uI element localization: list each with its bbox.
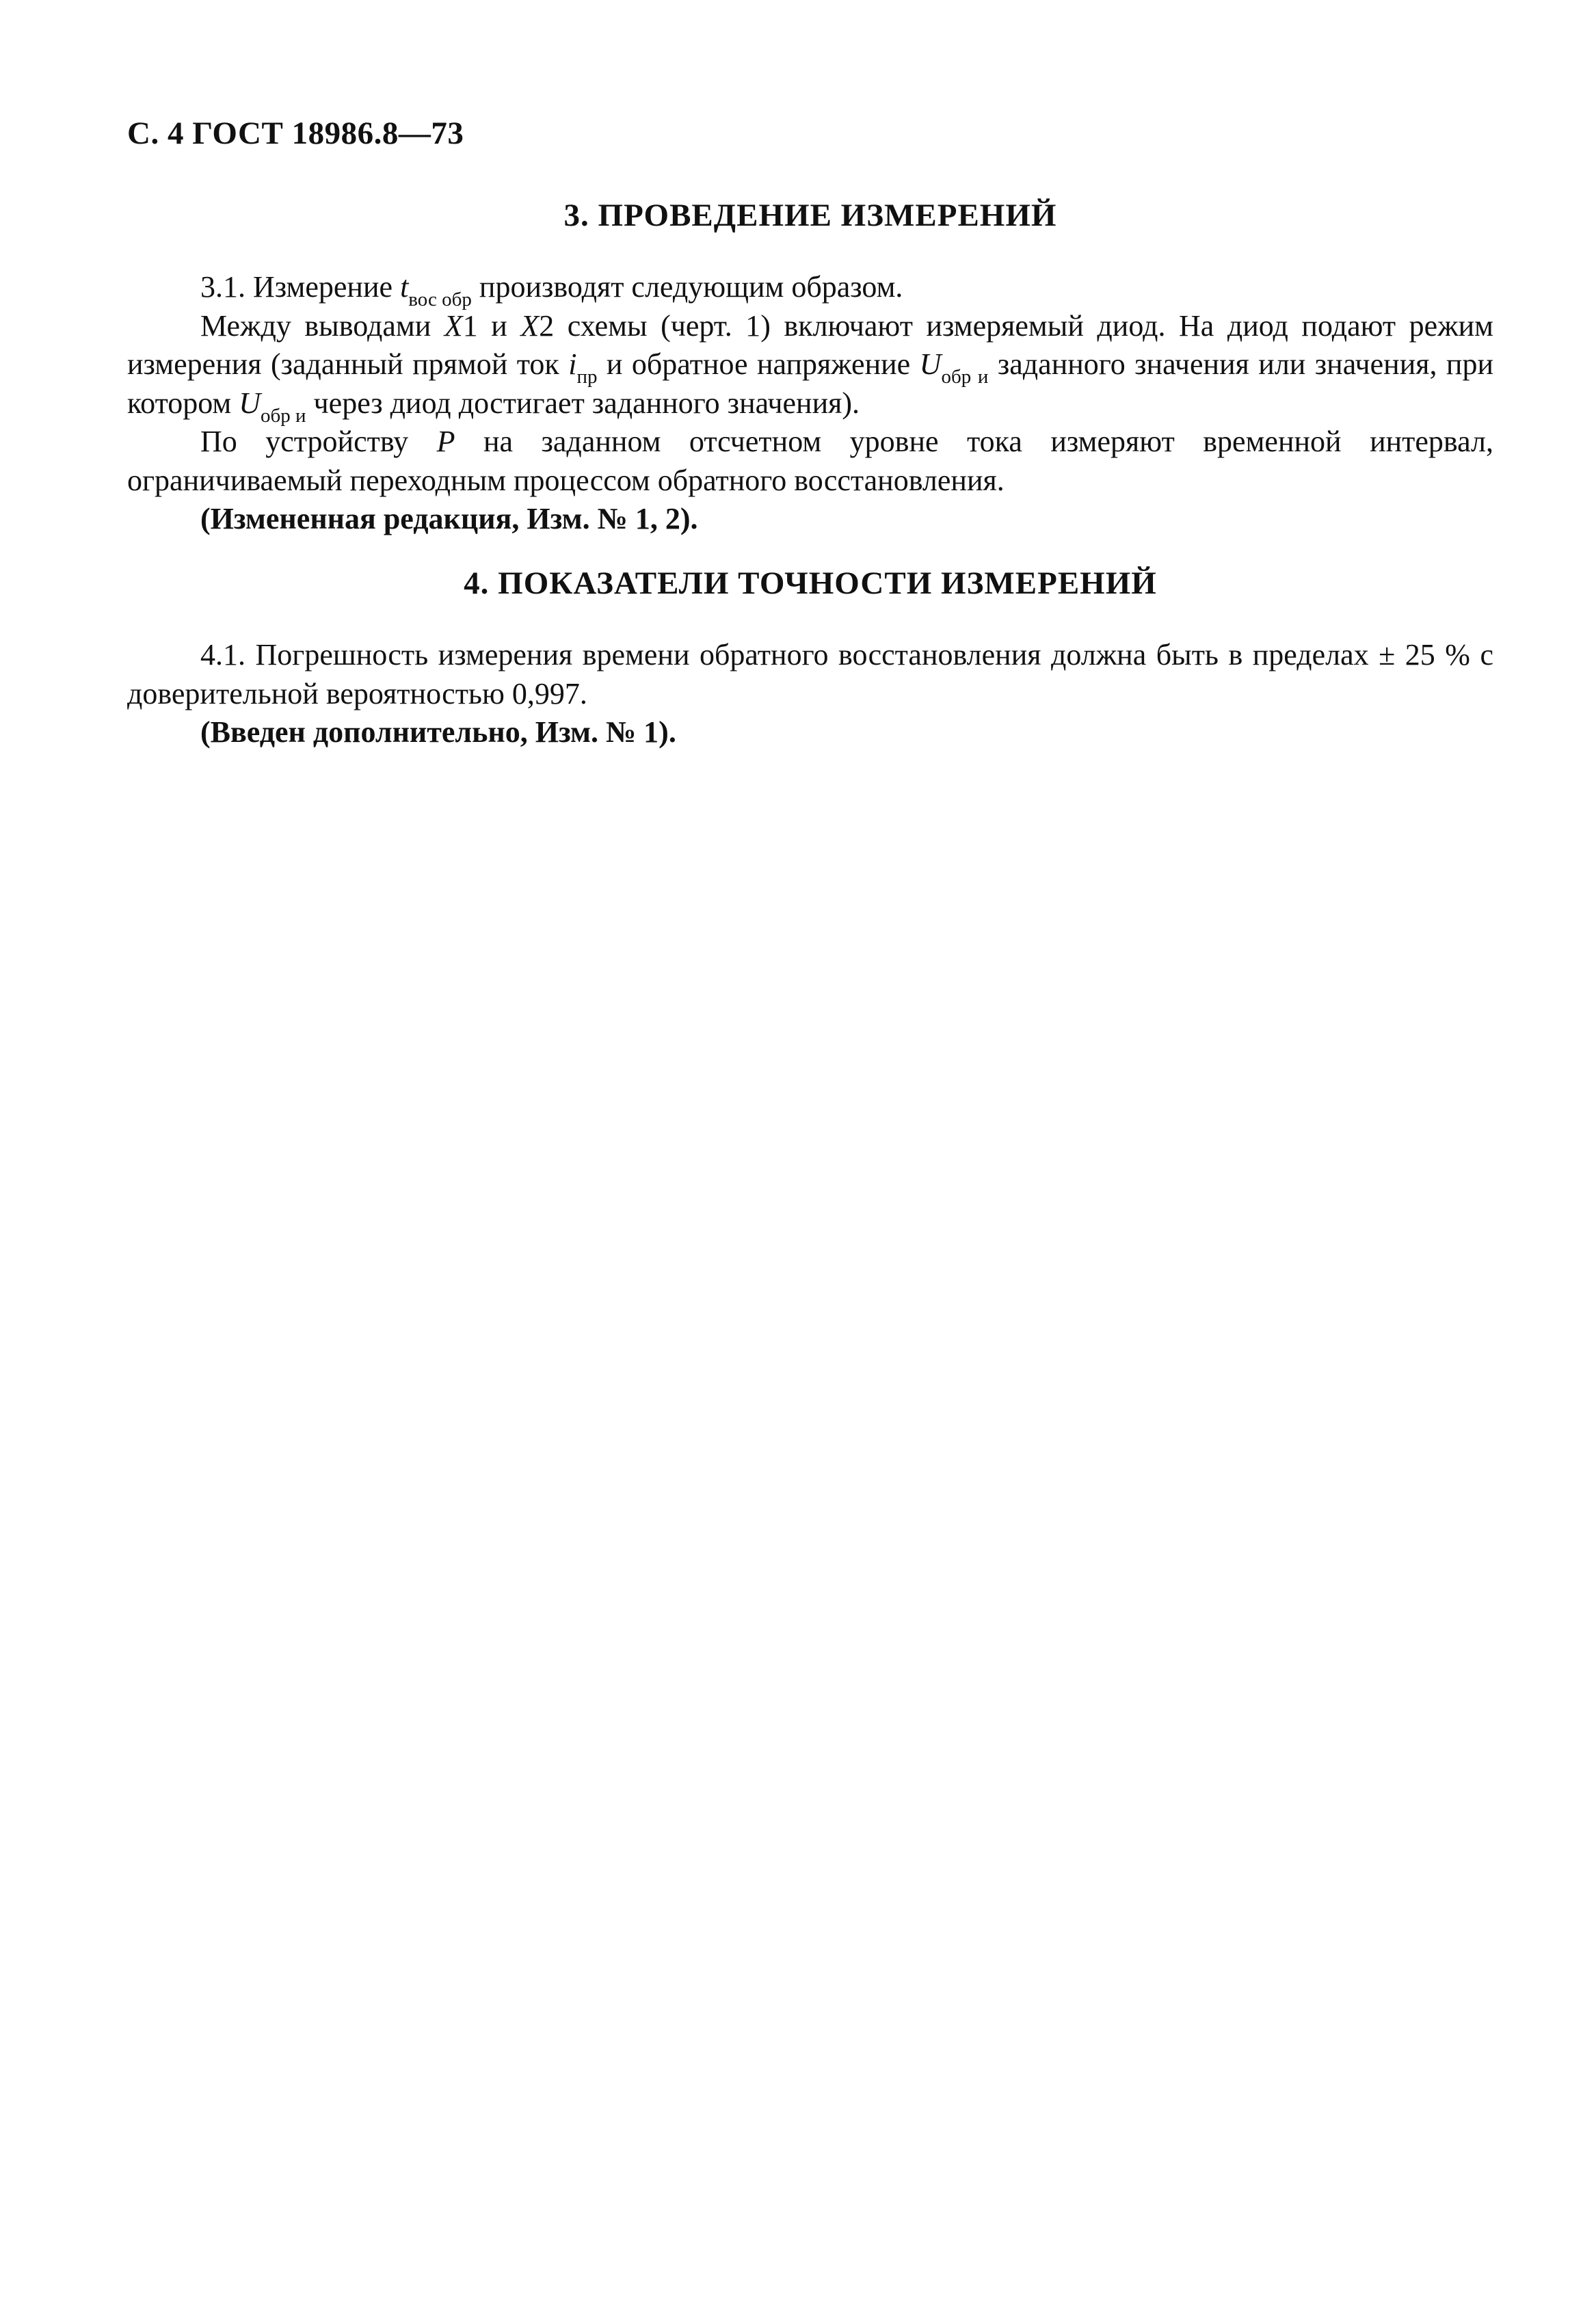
amendment-note-3: (Измененная редакция, Изм. № 1, 2). (200, 502, 698, 535)
paragraph-4-1: 4.1. Погрешность измерения времени обратного восстановления должна быть в пределах ± 25 % с доверительной вероятностью 0,997. (127, 638, 1493, 710)
paragraph-3-1-device: По устройству P на заданном отсчетном уровне тока измеряют временной интервал, ограничиваемый переходным процессом обратного восстановления. (127, 425, 1493, 497)
section-4-body (127, 636, 1493, 752)
section-4-title: 4. ПОКАЗАТЕЛИ ТОЧНОСТИ ИЗМЕРЕНИЙ (464, 566, 1157, 601)
symbol-u: U (239, 386, 261, 420)
paragraph-3-1-body: Между выводами X1 и X2 схемы (черт. 1) включают измеряемый диод. На диод подают режим измерения (заданный прямой ток $i_{пр}$ и обратное напряжение $U_{обр и}$ заданного значения или значения, при котором $U_{обр и}$ через диод достигает заданного значения). (127, 308, 1494, 427)
paragraph-number: 3.1. (200, 270, 245, 304)
amendment-note-4: (Введен дополнительно, Изм. № 1). (200, 715, 676, 749)
paragraph-number: 4.1. (200, 638, 245, 671)
symbol-t-subscript: вос обр (408, 289, 472, 310)
symbol-u-subscript: обр и (261, 404, 306, 427)
symbol-i: i (568, 347, 577, 381)
symbol-x: X (444, 308, 463, 343)
page-header: С. 4 ГОСТ 18986.8—73 (127, 116, 464, 151)
symbol-u: U (919, 347, 942, 381)
section-3-body (127, 268, 1493, 539)
symbol-u-subscript: обр и (941, 366, 989, 388)
symbol-p: P (436, 425, 455, 458)
section-3-title: 3. ПРОВЕДЕНИЕ ИЗМЕРЕНИЙ (563, 198, 1057, 233)
symbol-t: t (400, 270, 409, 304)
paragraph-3-1: 3.1. Измерение $t_{вос обр}$ производят следующим образом. (200, 270, 903, 310)
symbol-i-subscript: пр (576, 366, 598, 388)
symbol-x: X (520, 308, 540, 343)
